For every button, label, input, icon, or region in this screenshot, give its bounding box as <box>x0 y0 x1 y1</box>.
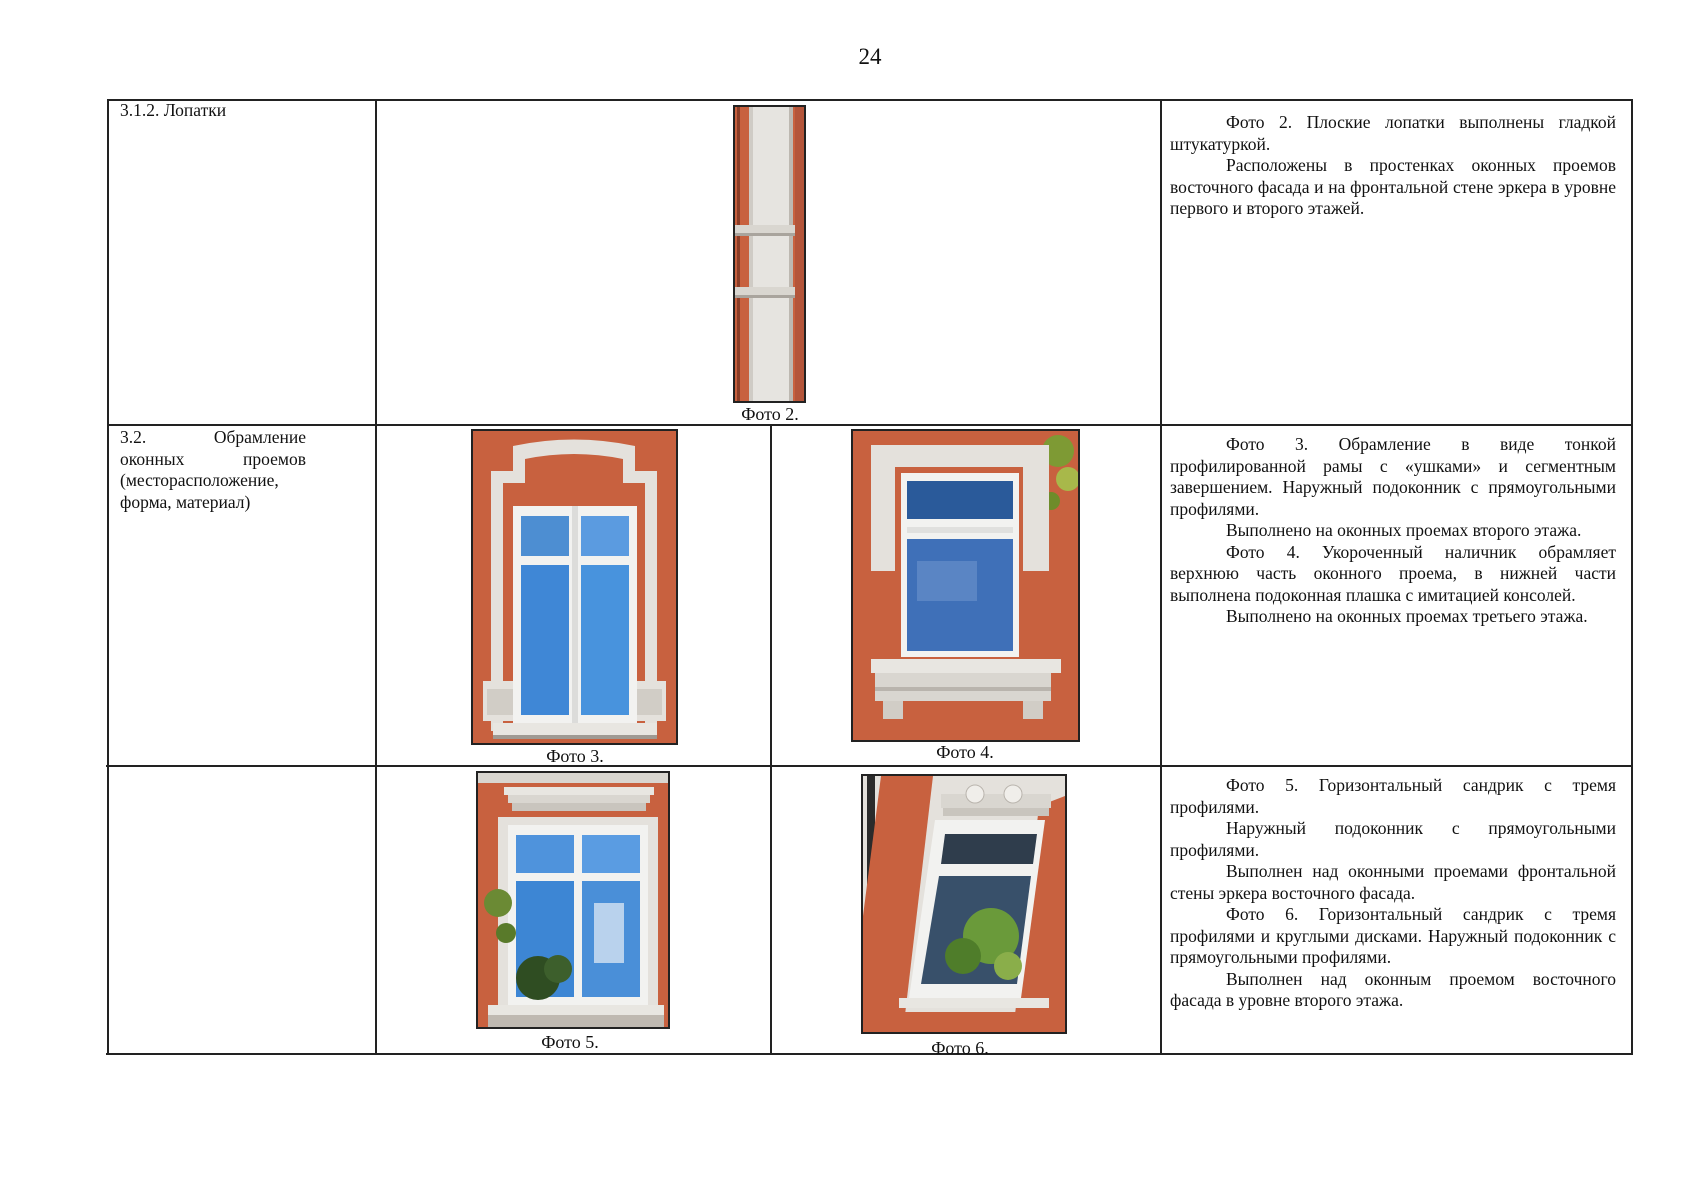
window-sandrik-photo <box>476 771 670 1029</box>
window-ears-photo <box>471 429 678 745</box>
table-col-divider-2 <box>770 424 772 1055</box>
window-short-frame-photo <box>851 429 1080 742</box>
row-3-description-p4: Фото 6. Горизонтальный сандрик с тремя профилями и круглыми дисками. Наружный подоконник с прямоугольными профилями. <box>1170 904 1616 967</box>
row-2-description <box>1170 434 1616 628</box>
row-1-description <box>1170 112 1616 220</box>
page-number: 24 <box>858 44 882 69</box>
row-3-description <box>1170 775 1616 1012</box>
row-3-description-p3: Выполнен над оконными проемами фронтальной стены эркера восточного фасада. <box>1170 861 1616 903</box>
row-1-description-p1: Фото 2. Плоские лопатки выполнены гладкой штукатуркой. <box>1170 112 1616 154</box>
row-2-description-p1: Фото 3. Обрамление в виде тонкой профилированной рамы с «ушками» и сегментным завершением. Наружный подоконник с прямоугольными профилями. <box>1170 434 1616 519</box>
photo-2-caption: Фото 2. <box>741 404 799 424</box>
row-2-description-p4: Выполнено на оконных проемах третьего этажа. <box>1226 606 1588 626</box>
table-border-left <box>107 99 109 1055</box>
photo-5-caption: Фото 5. <box>541 1032 599 1052</box>
row-2-label: 3.2. Обрамление оконных проемов (месторасположение, форма, материал) <box>120 427 306 512</box>
window-sandrik-discs-photo <box>861 774 1067 1034</box>
row-3-description-p2: Наружный подоконник с прямоугольными профилями. <box>1170 818 1616 860</box>
table-col-divider-1 <box>375 99 377 1055</box>
table-border-bottom <box>106 1053 1633 1055</box>
table-border-top <box>108 99 1633 101</box>
photo-3-caption: Фото 3. <box>546 746 604 766</box>
row-2-description-p2: Выполнено на оконных проемах второго этажа. <box>1226 520 1582 540</box>
table-row-divider-1 <box>108 424 1633 426</box>
row-1-label: 3.1.2. Лопатки <box>120 100 227 120</box>
table-border-right <box>1631 99 1633 1055</box>
row-2-description-p3: Фото 4. Укороченный наличник обрамляет верхнюю часть оконного проема, в нижней части выполнена подоконная плашка с имитацией консолей. <box>1170 541 1616 605</box>
pilaster-photo <box>733 105 806 403</box>
table-col-divider-3 <box>1160 99 1162 1055</box>
table-row-divider-2 <box>106 765 1633 767</box>
photo-6-caption: Фото 6. <box>931 1038 989 1058</box>
photo-4-caption: Фото 4. <box>936 742 994 762</box>
row-1-description-p2: Расположены в простенках оконных проемов восточного фасада и на фронтальной стене эркера в уровне первого и второго этажей. <box>1170 155 1616 218</box>
row-3-description-p5: Выполнен над оконным проемом восточного фасада в уровне второго этажа. <box>1170 968 1616 1010</box>
row-3-description-p1: Фото 5. Горизонтальный сандрик с тремя профилями. <box>1170 775 1616 817</box>
